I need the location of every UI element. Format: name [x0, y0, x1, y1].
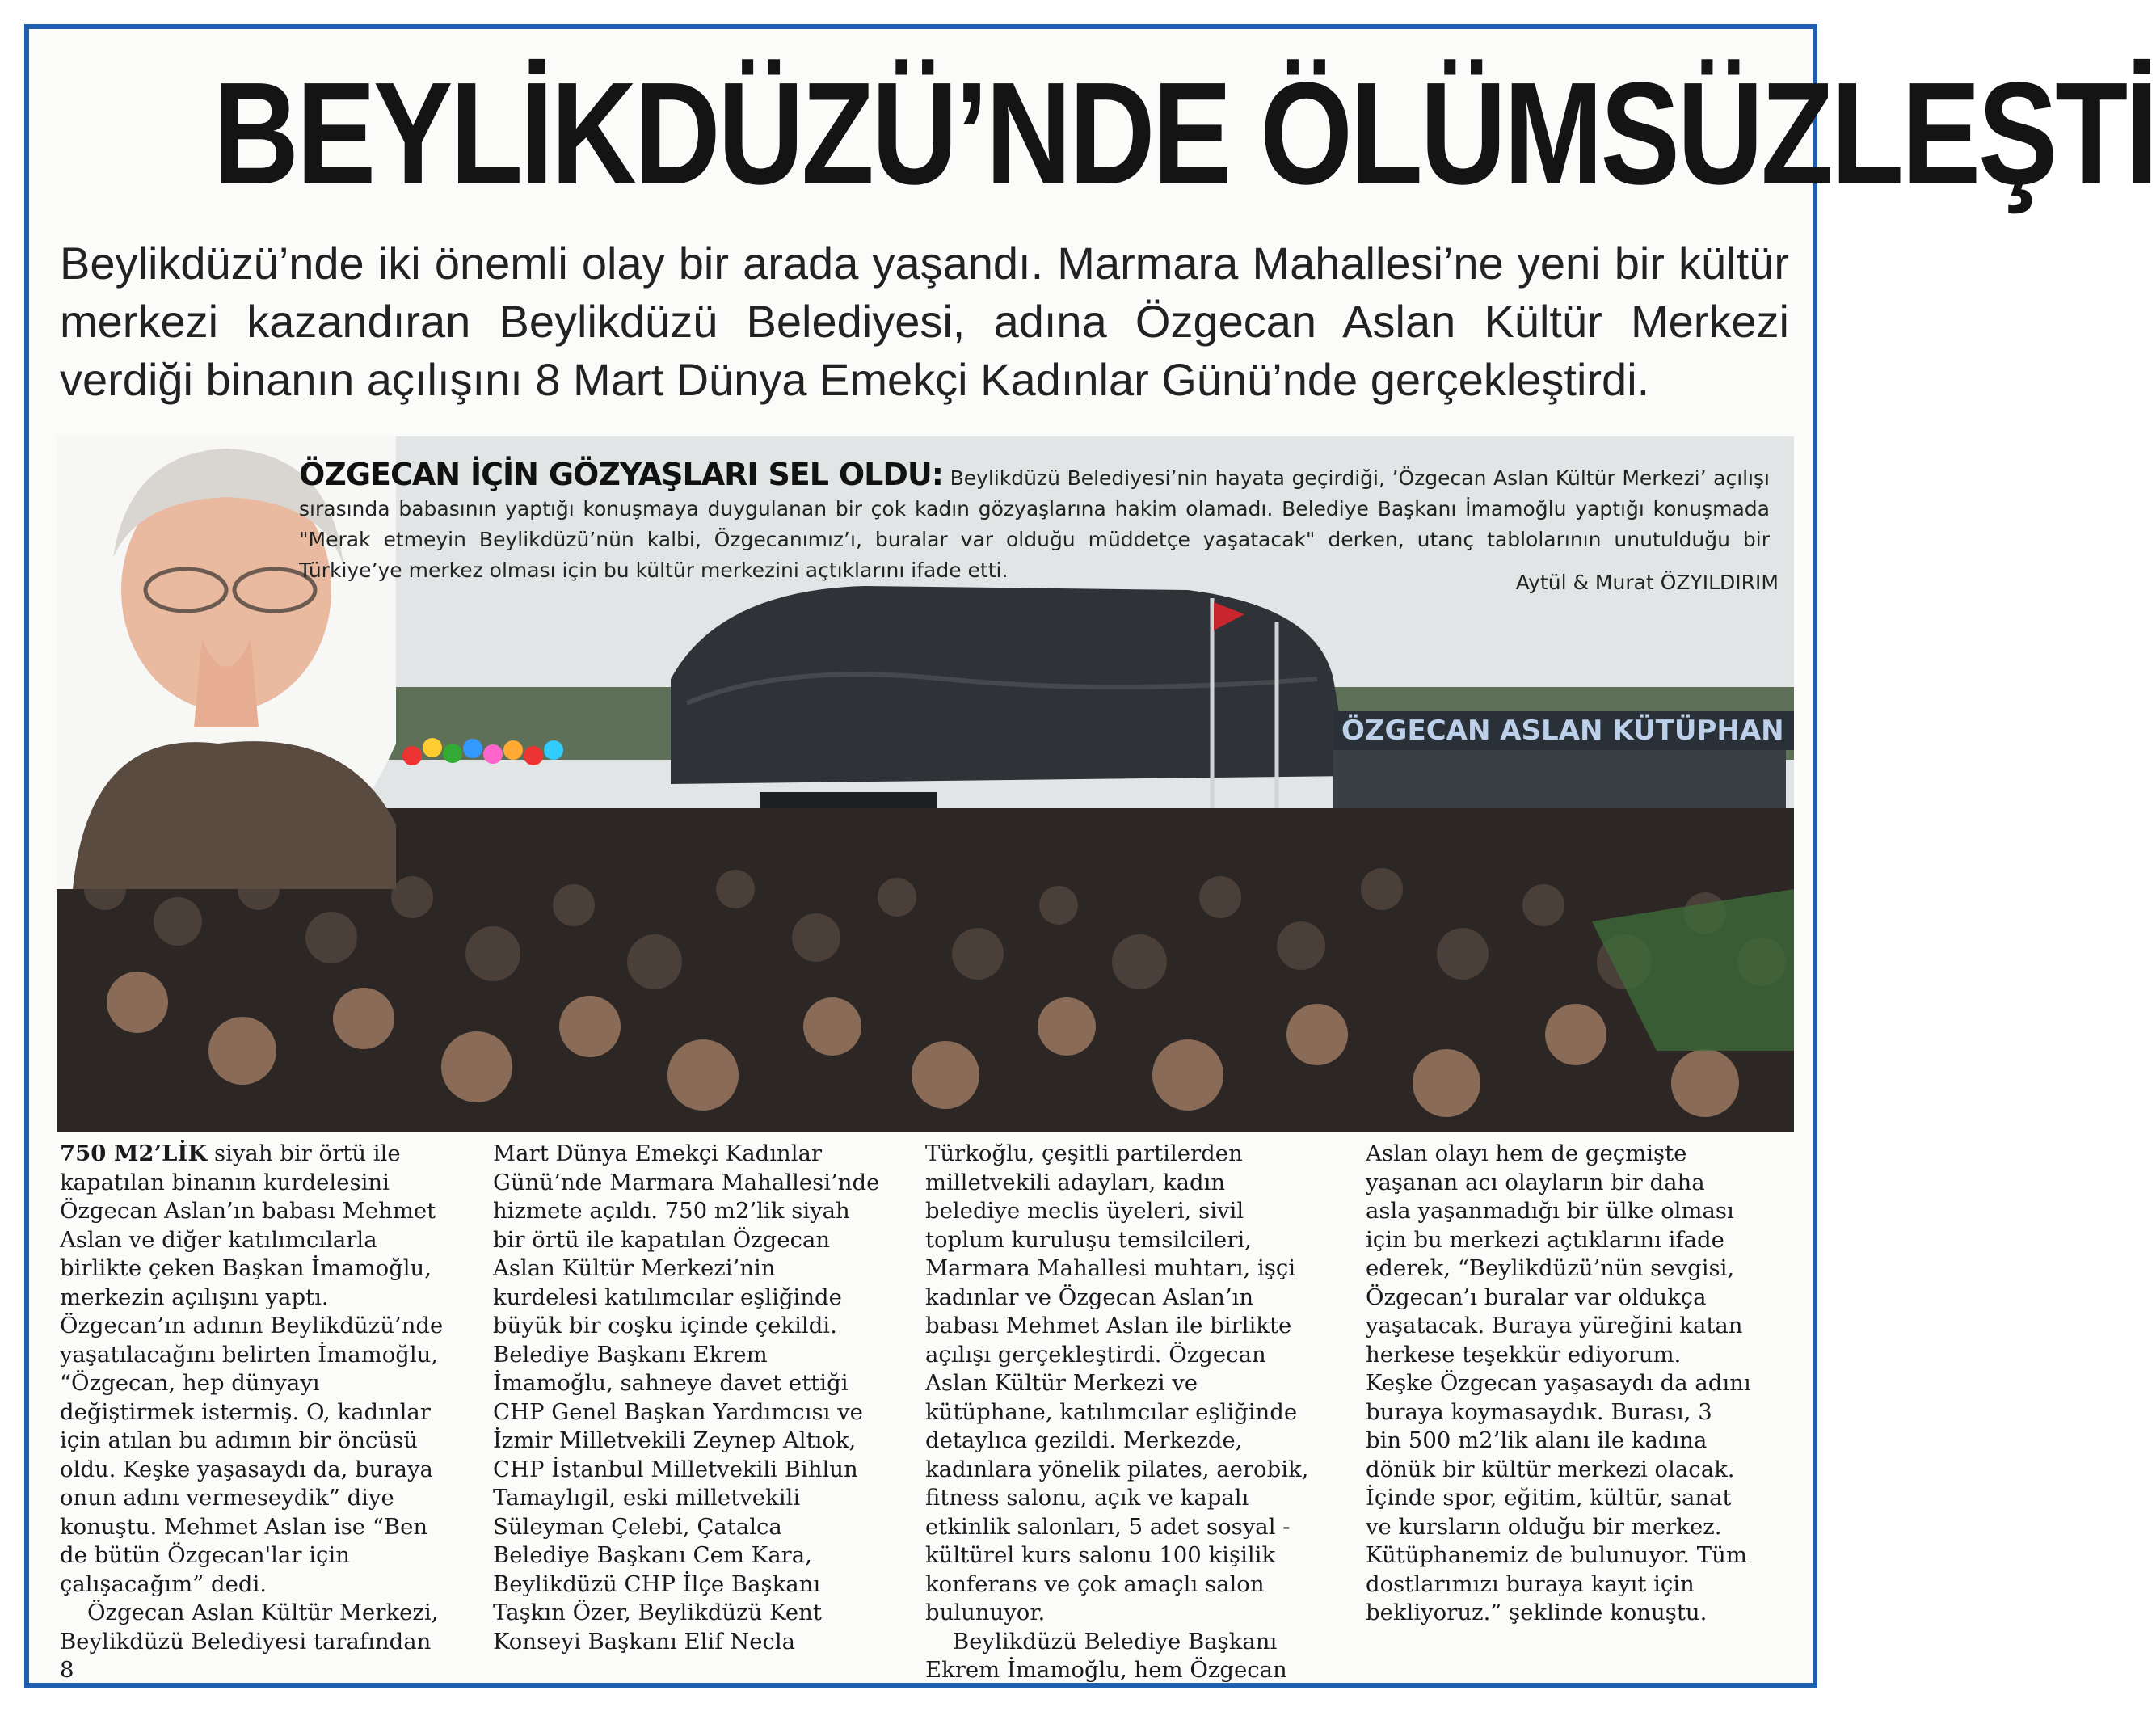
- article-column-2: [493, 1140, 881, 1656]
- article-column-1: [60, 1140, 448, 1685]
- caption-text: Beylikdüzü Belediyesi’nin hayata geçirdiği, ’Özgecan Aslan Kültür Merkezi’ açılışı sırasında babasının yaptığı konuşmaya duygulanan bir çok kadın gözyaşlarına hakim olamadı. Belediye Başkanı İmamoğlu yaptığı konuşmada "Merak etmeyin Beylikdüzü’nün kalbi, Özgecanımız’ı, buralar var olduğu müddetçe yaşatacak" derken, utanç tablolarının unutulduğu bir Türkiye’ye merkez olması için bu kültür merkezini açtıklarını ifade etti.: [299, 466, 1770, 582]
- photo-caption: [299, 459, 1770, 586]
- column-lead-in: 750 M2’LİK: [60, 1140, 208, 1166]
- headline: BEYLİKDÜZÜ’NDE ÖLÜMSÜZLEŞTİ: [213, 53, 2156, 215]
- caption-title: ÖZGECAN İÇİN GÖZYAŞLARI SEL OLDU:: [299, 457, 943, 492]
- column-1-paragraph-1: siyah bir örtü ile kapatılan binanın kurdelesini Özgecan Aslan’ın babası Mehmet Aslan ve diğer katılımcılarla birlikte çeken Başkan İmamoğlu, merkezin açılışını yaptı. Özgecan’ın adının Beylikdüzü’nde yaşatılacağını belirten İmamoğlu, “Özgecan, hep dünyayı değiştirmek istermiş. O, kadınlar için atılan bu adımın bir öncüsü oldu. Keşke yaşasaydı da, buraya onun adını vermeseydik” diye konuştu. Mehmet Aslan ise “Ben de bütün Özgecan'lar için çalışacağım” dedi.: [60, 1140, 444, 1597]
- column-3-paragraph-1: Türkoğlu, çeşitli partilerden milletvekili adayları, kadın belediye meclis üyeleri, sivil toplum kuruluşu temsilcileri, Marmara Mahallesi muhtarı, işçi kadınlar ve Özgecan Aslan’ın babası Mehmet Aslan ile birlikte açılışı gerçekleştirdi. Özgecan Aslan Kültür Merkezi ve kütüphane, katılımcılar eşliğinde detaylıca gezildi. Merkezde, kadınlara yönelik pilates, aerobik, fitness salonu, açık ve kapalı etkinlik salonları, 5 adet sosyal - kültürel kurs salonu 100 kişilik konferans ve çok amaçlı salon bulunuyor.: [925, 1140, 1309, 1625]
- article-column-4: [1366, 1140, 1754, 1628]
- column-1-paragraph-2: Özgecan Aslan Kültür Merkezi, Beylikdüzü Belediyesi tarafından 8: [60, 1600, 439, 1683]
- lede-paragraph: Beylikdüzü’nde iki önemli olay bir arada yaşandı. Marmara Mahallesi’ne yeni bir kültür merkezi kazandıran Beylikdüzü Belediyesi, adına Özgecan Aslan Kültür Merkezi verdiği binanın açılışını 8 Mart Dünya Emekçi Kadınlar Günü’nde gerçekleştirdi.: [60, 238, 1789, 405]
- column-3-paragraph-2: Beylikdüzü Belediye Başkanı Ekrem İmamoğlu, hem Özgecan: [925, 1628, 1287, 1683]
- photo-credit: Aytül & Murat ÖZYILDIRIM: [1515, 571, 1779, 594]
- article-column-3: [925, 1140, 1313, 1685]
- library-sign: ÖZGECAN ASLAN KÜTÜPHAN: [1341, 715, 1784, 747]
- column-4-paragraph: Aslan olayı hem de geçmişte yaşanan acı olayların bir daha asla yaşanmadığı bir ülke olması için bu merkezi açtıklarını ifade ederek, “Beylikdüzü’nün sevgisi, Özgecan’ı buralar var oldukça yaşatacak. Buraya yüreğini katan herkese teşekkür ediyorum. Keşke Özgecan yaşasaydı da adını buraya koymasaydık. Burası, 3 bin 500 m2’lik alanı ile kadına dönük bir kültür merkezi olacak. İçinde spor, eğitim, kültür, sanat ve kursların olduğu bir merkez. Kütüphanemiz de bulunuyor. Tüm dostlarımızı buraya kayıt için bekliyoruz.” şeklinde konuştu.: [1366, 1140, 1751, 1625]
- column-2-paragraph: Mart Dünya Emekçi Kadınlar Günü’nde Marmara Mahallesi’nde hizmete açıldı. 750 m2’lik siyah bir örtü ile kapatılan Özgecan Aslan Kültür Merkezi’nin kurdelesi katılımcılar eşliğinde büyük bir coşku içinde çekildi. Belediye Başkanı Ekrem İmamoğlu, sahneye davet ettiği CHP Genel Başkan Yardımcısı ve İzmir Milletvekili Zeynep Altıok, CHP İstanbul Milletvekili Bihlun Tamaylıgil, eski milletvekili Süleyman Çelebi, Çatalca Belediye Başkanı Cem Kara, Beylikdüzü CHP İlçe Başkanı Taşkın Özer, Beylikdüzü Kent Konseyi Başkanı Elif Necla: [493, 1140, 880, 1655]
